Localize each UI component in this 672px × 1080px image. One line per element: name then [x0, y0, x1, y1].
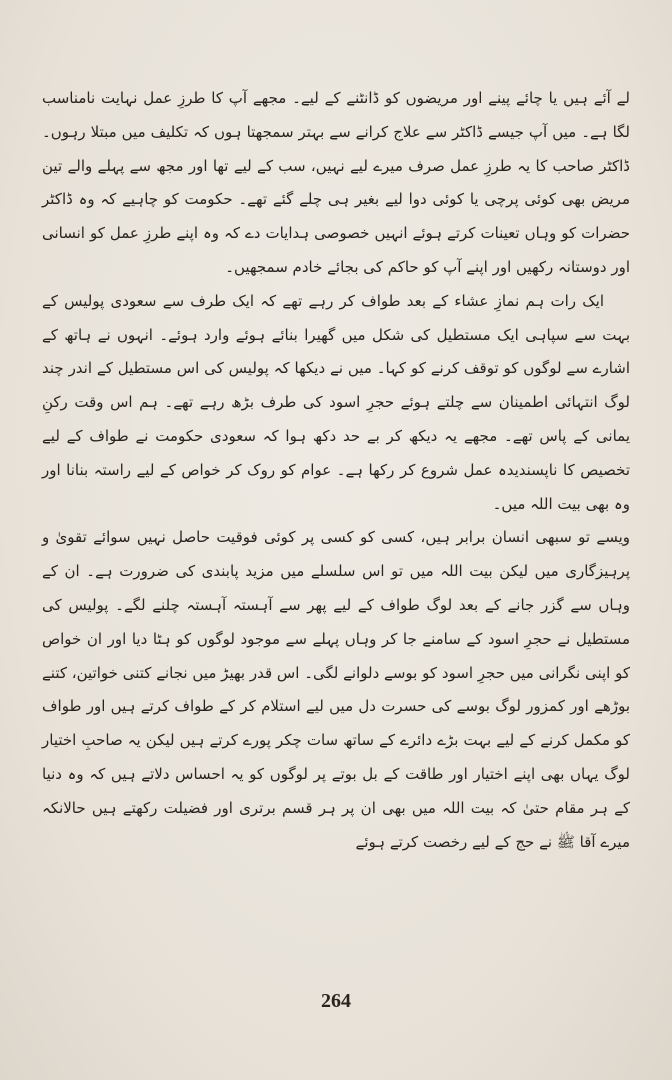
- paragraph-1: لے آئے ہیں یا چائے پینے اور مریضوں کو ڈانٹنے کے لیے۔ مجھے آپ کا طرزِ عمل نہایت نامناسب لگا ہے۔ میں آپ جیسے ڈاکٹر سے علاج کرانے سے بہتر سمجھتا ہوں کہ تکلیف میں مبتلا رہوں۔ ڈاکٹر صاحب کا یہ طرزِ عمل صرف میرے لیے نہیں، سب کے لیے تھا اور مجھ سے پہلے والے تین مریض بھی کوئی پرچی یا کوئی دوا لیے بغیر ہی چلے گئے تھے۔ حکومت کو چاہیے کہ وہ ڈاکٹر حضرات کو وہاں تعینات کرتے ہوئے انہیں خصوصی ہدایات دے کہ وہ اپنے طرزِ عمل کو انسانی اور دوستانہ رکھیں اور اپنے آپ کو حاکم کی بجائے خادم سمجھیں۔: [42, 89, 630, 276]
- body-text: [42, 82, 630, 859]
- paragraph-3: ویسے تو سبھی انسان برابر ہیں، کسی کو کسی پر کوئی فوقیت حاصل نہیں سوائے تقویٰ و پرہیزگاری میں لیکن بیت اللہ میں تو اس سلسلے میں مزید پابندی کی ضرورت ہے۔ ان کے وہاں سے گزر جانے کے بعد لوگ طواف کے لیے پھر سے آہستہ آہستہ چلنے لگے۔ پولیس کی مستطیل نے حجرِ اسود کے سامنے جا کر وہاں پہلے سے موجود لوگوں کو ہٹا دیا اور ان خواص کو اپنی نگرانی میں حجرِ اسود کو بوسے دلوانے لگی۔ اس قدر بھیڑ میں نجانے کتنی خواتین، کتنے بوڑھے اور کمزور لوگ بوسے کی حسرت دل میں لیے استلام کر کے طواف کرتے ہیں اور طواف کو مکمل کرنے کے لیے بہت بڑے دائرے کے ساتھ سات چکر پورے کرتے ہیں لیکن یہ صاحبِ اختیار لوگ یہاں بھی اپنے اختیار اور طاقت کے بل بوتے پر لوگوں کو یہ احساس دلاتے ہیں کہ وہ دنیا کے ہر مقام حتیٰ کہ بیت اللہ میں بھی ان پر ہر قسم برتری اور فضیلت رکھتے ہیں حالانکہ میرے آقا ﷺ نے حج کے لیے رخصت کرتے ہوئے: [42, 528, 630, 851]
- page-number: 264: [321, 990, 351, 1012]
- paragraph-2: ایک رات ہم نمازِ عشاء کے بعد طواف کر رہے تھے کہ ایک طرف سے سعودی پولیس کے بہت سے سپاہی ایک مستطیل کی شکل میں گھیرا بنائے ہوئے وارد ہوئے۔ انہوں نے ہاتھ کے اشارے سے لوگوں کو توقف کرنے کو کہا۔ میں نے دیکھا کہ پولیس کی اس مستطیل کے اندر چند لوگ انتہائی اطمینان سے چلتے ہوئے حجرِ اسود کی طرف بڑھ رہے تھے۔ ہم اس وقت رکنِ یمانی کے پاس تھے۔ مجھے یہ دیکھ کر بے حد دکھ ہوا کہ سعودی حکومت نے طواف کے لیے تخصیص کا ناپسندیدہ عمل شروع کر رکھا ہے۔ عوام کو روک کر خواص کے لیے راستہ بنانا اور وہ بھی بیت اللہ میں۔: [42, 291, 630, 513]
